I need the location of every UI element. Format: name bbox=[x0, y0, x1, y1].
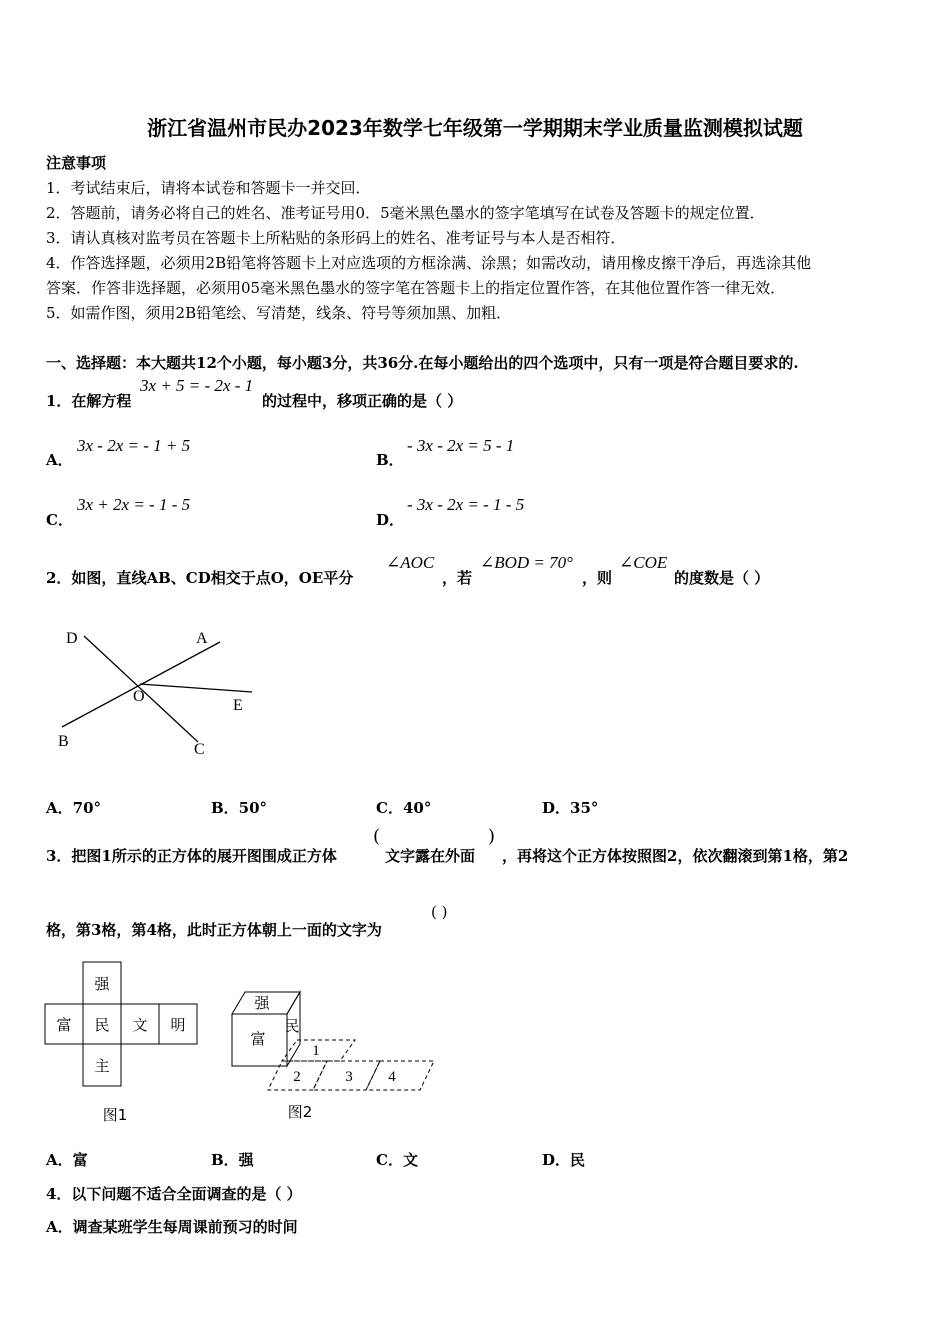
label-a: A bbox=[196, 630, 208, 647]
q3-line1-c: ，再将这个正方体按照图2，依次翻滚到第1格，第2 bbox=[502, 847, 849, 865]
net-cell: 明 bbox=[170, 1016, 186, 1034]
notice-item: 1．考试结束后，请将本试卷和答题卡一并交回． bbox=[46, 179, 371, 197]
q3-paren-close: ) bbox=[488, 826, 496, 847]
cube-front: 富 bbox=[250, 1030, 266, 1048]
notice-item: 3．请认真核对监考员在答题卡上所粘贴的条形码上的姓名、准考证号与本人是否相符． bbox=[46, 229, 626, 247]
q3-option-b: B．强 bbox=[211, 1151, 254, 1169]
q2-option-a: A．70° bbox=[46, 799, 102, 817]
label-o: O bbox=[133, 688, 145, 705]
q1-option-b-math: - 3x - 2x = 5 - 1 bbox=[407, 436, 515, 455]
q1-option-a-label: A． bbox=[46, 451, 73, 469]
q1-option-b-label: B． bbox=[376, 451, 404, 469]
q2-text-part1: 2．如图，直线AB、CD相交于点O，OE平分 bbox=[46, 569, 354, 587]
q2-option-b: B．50° bbox=[211, 799, 268, 817]
cell-number: 4 bbox=[388, 1069, 396, 1085]
cell-number: 3 bbox=[345, 1069, 353, 1085]
section-heading: 一、选择题：本大题共12个小题，每小题3分，共36分.在每小题给出的四个选项中，只有一项是符合题目要求的. bbox=[46, 354, 799, 372]
q3-line2: 格，第3格，第4格，此时正方体朝上一面的文字为 bbox=[46, 921, 382, 939]
q2-angle-bod: ∠BOD = 70° bbox=[480, 553, 573, 572]
q3-answer-paren: ( ) bbox=[431, 903, 448, 921]
label-c: C bbox=[194, 741, 205, 758]
q2-angle-aoc: ∠AOC bbox=[386, 553, 435, 572]
q1-option-c-math: 3x + 2x = - 1 - 5 bbox=[77, 495, 191, 514]
fig1-caption: 图1 bbox=[102, 1106, 128, 1124]
net-bottom: 主 bbox=[94, 1057, 110, 1075]
label-b: B bbox=[58, 733, 69, 750]
cube-side: 民 bbox=[284, 1017, 300, 1035]
q1-option-d-label: D． bbox=[376, 511, 405, 529]
net-top: 强 bbox=[94, 975, 110, 993]
cube-top: 强 bbox=[254, 994, 270, 1012]
q4-text: 4．以下问题不适合全面调查的是（ ） bbox=[46, 1185, 302, 1203]
q1-prefix: 1．在解方程 bbox=[46, 392, 132, 410]
q2-angle-coe: ∠COE bbox=[619, 553, 668, 572]
net-cell: 文 bbox=[132, 1016, 148, 1034]
q3-paren-open: ( bbox=[373, 826, 381, 847]
notice-item: 4．作答选择题，必须用2B铅笔将答题卡上对应选项的方框涂满、涂黑；如需改动，请用橡皮擦干净后，再选涂其他 bbox=[46, 254, 812, 272]
label-d: D bbox=[66, 630, 78, 647]
q1-equation: 3x + 5 = - 2x - 1 bbox=[140, 376, 254, 395]
q1-suffix: 的过程中，移项正确的是（ ） bbox=[262, 392, 463, 410]
net-cell: 富 bbox=[56, 1016, 72, 1034]
page-title: 浙江省温州市民办2023年数学七年级第一学期期末学业质量监测模拟试题 bbox=[147, 116, 803, 140]
q1-option-d-math: - 3x - 2x = - 1 - 5 bbox=[407, 495, 525, 514]
q2-text-part3: ，则 bbox=[582, 569, 613, 587]
notice-heading: 注意事项 bbox=[46, 154, 107, 172]
q3-option-c: C．文 bbox=[376, 1151, 418, 1169]
q1-option-a-math: 3x - 2x = - 1 + 5 bbox=[77, 436, 191, 455]
q2-text-part2: ，若 bbox=[442, 569, 473, 587]
q3-line1-b: 文字露在外面 bbox=[385, 847, 476, 865]
q4-option-a: A．调查某班学生每周课前预习的时间 bbox=[46, 1218, 298, 1236]
notice-item: 5．如需作图，须用2B铅笔绘、写清楚，线条、符号等须加黑、加粗． bbox=[46, 304, 512, 322]
fig2-caption: 图2 bbox=[287, 1103, 313, 1121]
net-cell: 民 bbox=[94, 1016, 110, 1034]
q1-option-c-label: C． bbox=[46, 511, 73, 529]
notice-item: 答案．作答非选择题，必须用05毫米黑色墨水的签字笔在答题卡上的指定位置作答，在其他位置作答一律无效． bbox=[46, 279, 786, 297]
label-e: E bbox=[233, 697, 243, 714]
q3-option-d: D．民 bbox=[542, 1151, 586, 1169]
q3-option-a: A．富 bbox=[46, 1151, 88, 1169]
q2-option-d: D．35° bbox=[542, 799, 599, 817]
cell-number: 2 bbox=[293, 1069, 301, 1085]
q2-text-part4: 的度数是（ ） bbox=[674, 569, 770, 587]
q2-option-c: C．40° bbox=[376, 799, 432, 817]
notice-item: 2．答题前，请务必将自己的姓名、准考证号用0．5毫米黑色墨水的签字笔填写在试卷及答题卡的规定位置． bbox=[46, 204, 765, 222]
q3-line1-a: 3．把图1所示的正方体的展开图围成正方体 bbox=[46, 847, 337, 865]
cell-number: 1 bbox=[312, 1043, 320, 1059]
